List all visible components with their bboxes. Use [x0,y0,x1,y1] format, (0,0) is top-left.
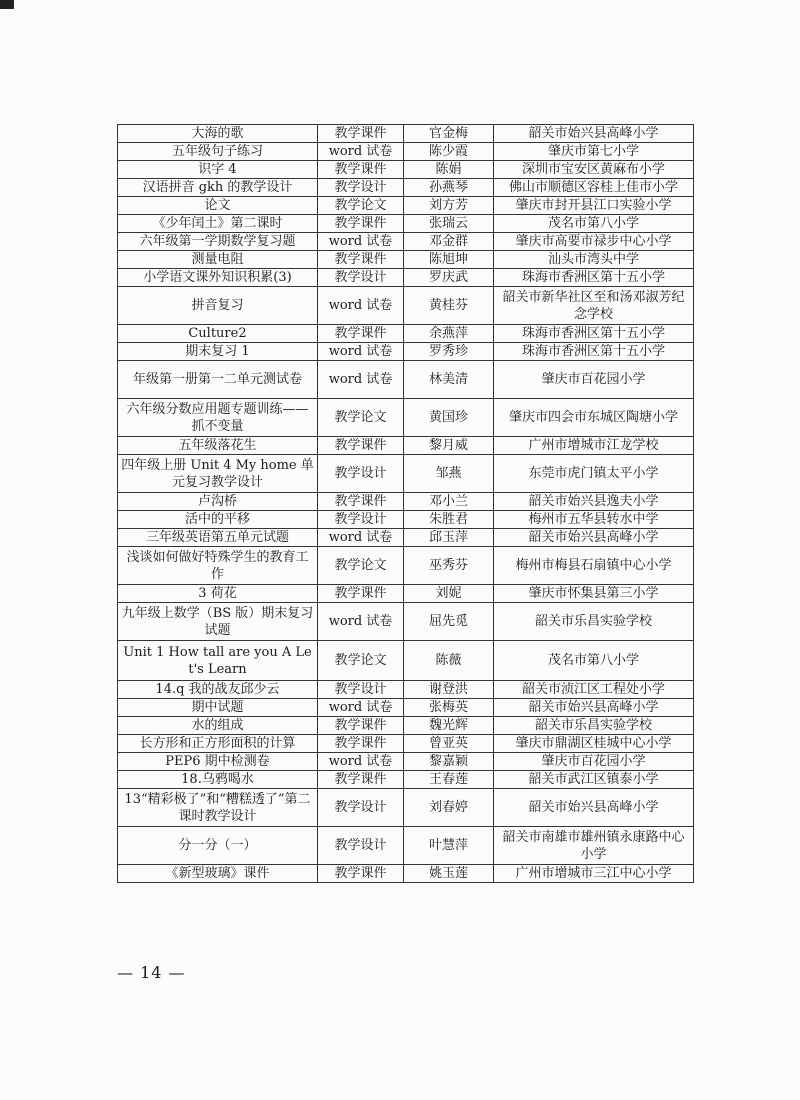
cell-type: word 试卷 [318,361,404,399]
cell-title: 《少年闰土》第二课时 [118,215,318,233]
cell-school: 肇庆市百花园小学 [494,753,694,771]
cell-title: 浅谈如何做好特殊学生的教育工作 [118,547,318,585]
table-row [118,827,694,865]
cell-type: 教学设计 [318,455,404,493]
table-row [118,215,694,233]
cell-title: 3 荷花 [118,585,318,603]
cell-school: 珠海市香洲区第十五小学 [494,343,694,361]
cell-type: 教学课件 [318,735,404,753]
cell-author: 巫秀芬 [404,547,494,585]
table-row [118,125,694,143]
cell-school: 韶关市新华社区至和汤邓淑芳纪念学校 [494,287,694,325]
cell-school: 梅州市五华县转水中学 [494,511,694,529]
cell-type: word 试卷 [318,287,404,325]
table-row [118,325,694,343]
page-number: — 14 — [117,963,186,982]
table-row [118,493,694,511]
cell-title: 五年级句子练习 [118,143,318,161]
cell-author: 邹燕 [404,455,494,493]
cell-title: 14.q 我的战友邱少云 [118,681,318,699]
cell-type: word 试卷 [318,603,404,641]
cell-school: 韶关市始兴县高峰小学 [494,789,694,827]
table-row [118,343,694,361]
cell-title: 水的组成 [118,717,318,735]
cell-school: 肇庆市四会市东城区陶塘小学 [494,399,694,437]
cell-author: 王春莲 [404,771,494,789]
cell-author: 姚玉莲 [404,865,494,883]
table-row [118,753,694,771]
cell-title: 年级第一册第一二单元测试卷 [118,361,318,399]
cell-type: 教学课件 [318,493,404,511]
cell-title: 活中的平移 [118,511,318,529]
cell-type: 教学课件 [318,585,404,603]
cell-author: 张梅英 [404,699,494,717]
cell-school: 肇庆市百花园小学 [494,361,694,399]
table-row [118,269,694,287]
cell-school: 韶关市浈江区工程处小学 [494,681,694,699]
cell-type: word 试卷 [318,143,404,161]
cell-school: 深圳市宝安区黄麻布小学 [494,161,694,179]
table-row [118,399,694,437]
cell-author: 谢登洪 [404,681,494,699]
cell-school: 茂名市第八小学 [494,641,694,681]
cell-type: 教学论文 [318,399,404,437]
cell-title: 六年级分数应用题专题训练——抓不变量 [118,399,318,437]
cell-author: 林美清 [404,361,494,399]
cell-author: 陈娟 [404,161,494,179]
table-row [118,789,694,827]
cell-type: 教学课件 [318,325,404,343]
cell-title: 卢沟桥 [118,493,318,511]
cell-author: 黄国珍 [404,399,494,437]
cell-author: 官金梅 [404,125,494,143]
cell-type: 教学论文 [318,197,404,215]
cell-author: 邓小兰 [404,493,494,511]
cell-school: 肇庆市鼎湖区桂城中心小学 [494,735,694,753]
table-row [118,197,694,215]
cell-author: 曾亚英 [404,735,494,753]
cell-school: 珠海市香洲区第十五小学 [494,269,694,287]
cell-author: 陈旭坤 [404,251,494,269]
cell-school: 韶关市始兴县高峰小学 [494,699,694,717]
cell-author: 刘春婷 [404,789,494,827]
table-row [118,529,694,547]
cell-author: 黄桂芬 [404,287,494,325]
cell-type: 教学论文 [318,641,404,681]
cell-title: 六年级第一学期数学复习题 [118,233,318,251]
cell-type: 教学课件 [318,251,404,269]
table-row [118,547,694,585]
cell-type: 教学课件 [318,865,404,883]
cell-title: 论文 [118,197,318,215]
cell-school: 佛山市顺德区容桂上佳市小学 [494,179,694,197]
table-row [118,865,694,883]
table-row [118,455,694,493]
cell-type: 教学设计 [318,269,404,287]
cell-title: 大海的歌 [118,125,318,143]
cell-author: 邱玉萍 [404,529,494,547]
cell-type: 教学课件 [318,771,404,789]
cell-school: 广州市增城市江龙学校 [494,437,694,455]
cell-author: 魏光辉 [404,717,494,735]
table-row [118,143,694,161]
cell-type: word 试卷 [318,343,404,361]
table-row [118,361,694,399]
cell-title: 13“精彩极了”和“糟糕透了”第二课时教学设计 [118,789,318,827]
cell-type: 教学设计 [318,789,404,827]
cell-school: 肇庆市封开县江口实验小学 [494,197,694,215]
cell-school: 广州市增城市三江中心小学 [494,865,694,883]
cell-title: 分一分（一） [118,827,318,865]
table-row [118,641,694,681]
table-row [118,161,694,179]
cell-title: 三年级英语第五单元试题 [118,529,318,547]
cell-school: 韶关市始兴县逸夫小学 [494,493,694,511]
table-row [118,437,694,455]
cell-school: 韶关市武江区镇泰小学 [494,771,694,789]
cell-title: 识字 4 [118,161,318,179]
cell-school: 肇庆市第七小学 [494,143,694,161]
cell-author: 罗秀珍 [404,343,494,361]
cell-title: Culture2 [118,325,318,343]
cell-school: 肇庆市高要市禄步中心小学 [494,233,694,251]
cell-author: 刘妮 [404,585,494,603]
cell-title: 测量电阻 [118,251,318,269]
cell-school: 韶关市始兴县高峰小学 [494,125,694,143]
table-row [118,735,694,753]
cell-school: 珠海市香洲区第十五小学 [494,325,694,343]
cell-type: 教学课件 [318,437,404,455]
cell-title: Unit 1 How tall are you A Let's Learn [118,641,318,681]
cell-title: 四年级上册 Unit 4 My home 单元复习教学设计 [118,455,318,493]
cell-type: 教学课件 [318,215,404,233]
cell-author: 黎嘉颖 [404,753,494,771]
cell-title: 九年级上数学（BS 版）期末复习试题 [118,603,318,641]
cell-title: 期中试题 [118,699,318,717]
cell-author: 刘方芳 [404,197,494,215]
cell-title: 长方形和正方形面积的计算 [118,735,318,753]
cell-school: 肇庆市怀集县第三小学 [494,585,694,603]
cell-type: 教学课件 [318,717,404,735]
cell-school: 梅州市梅县石扇镇中心小学 [494,547,694,585]
cell-title: 《新型玻璃》课件 [118,865,318,883]
cell-type: 教学设计 [318,681,404,699]
table-row [118,179,694,197]
table-row [118,287,694,325]
table-row [118,603,694,641]
cell-type: word 试卷 [318,529,404,547]
cell-school: 韶关市南雄市雄州镇永康路中心小学 [494,827,694,865]
cell-type: 教学课件 [318,161,404,179]
award-list-table [117,124,694,883]
table-row [118,717,694,735]
cell-type: 教学设计 [318,827,404,865]
cell-type: word 试卷 [318,753,404,771]
cell-author: 罗庆武 [404,269,494,287]
scan-corner-mark [0,0,14,9]
cell-title: 汉语拼音 gkh 的教学设计 [118,179,318,197]
cell-author: 黎月威 [404,437,494,455]
cell-author: 陈薇 [404,641,494,681]
cell-author: 陈少霞 [404,143,494,161]
cell-type: word 试卷 [318,699,404,717]
cell-school: 韶关市乐昌实验学校 [494,603,694,641]
cell-school: 东莞市虎门镇太平小学 [494,455,694,493]
cell-author: 屈先觅 [404,603,494,641]
cell-title: 小学语文课外知识积累(3) [118,269,318,287]
table-body [118,125,694,883]
award-list-table-container [117,124,693,883]
cell-author: 孙燕琴 [404,179,494,197]
cell-type: word 试卷 [318,233,404,251]
cell-school: 茂名市第八小学 [494,215,694,233]
cell-school: 韶关市乐昌实验学校 [494,717,694,735]
cell-title: 拼音复习 [118,287,318,325]
cell-author: 叶慧萍 [404,827,494,865]
cell-title: 五年级落花生 [118,437,318,455]
cell-type: 教学论文 [318,547,404,585]
cell-school: 韶关市始兴县高峰小学 [494,529,694,547]
table-row [118,771,694,789]
cell-type: 教学设计 [318,511,404,529]
cell-title: 期末复习 1 [118,343,318,361]
table-row [118,251,694,269]
table-row [118,585,694,603]
cell-school: 汕头市湾头中学 [494,251,694,269]
table-row [118,511,694,529]
cell-type: 教学设计 [318,179,404,197]
table-row [118,233,694,251]
cell-author: 邓金群 [404,233,494,251]
cell-title: PEP6 期中检测卷 [118,753,318,771]
cell-title: 18.乌鸦喝水 [118,771,318,789]
table-row [118,681,694,699]
cell-author: 朱胜君 [404,511,494,529]
cell-author: 余燕萍 [404,325,494,343]
cell-author: 张瑞云 [404,215,494,233]
table-row [118,699,694,717]
cell-type: 教学课件 [318,125,404,143]
